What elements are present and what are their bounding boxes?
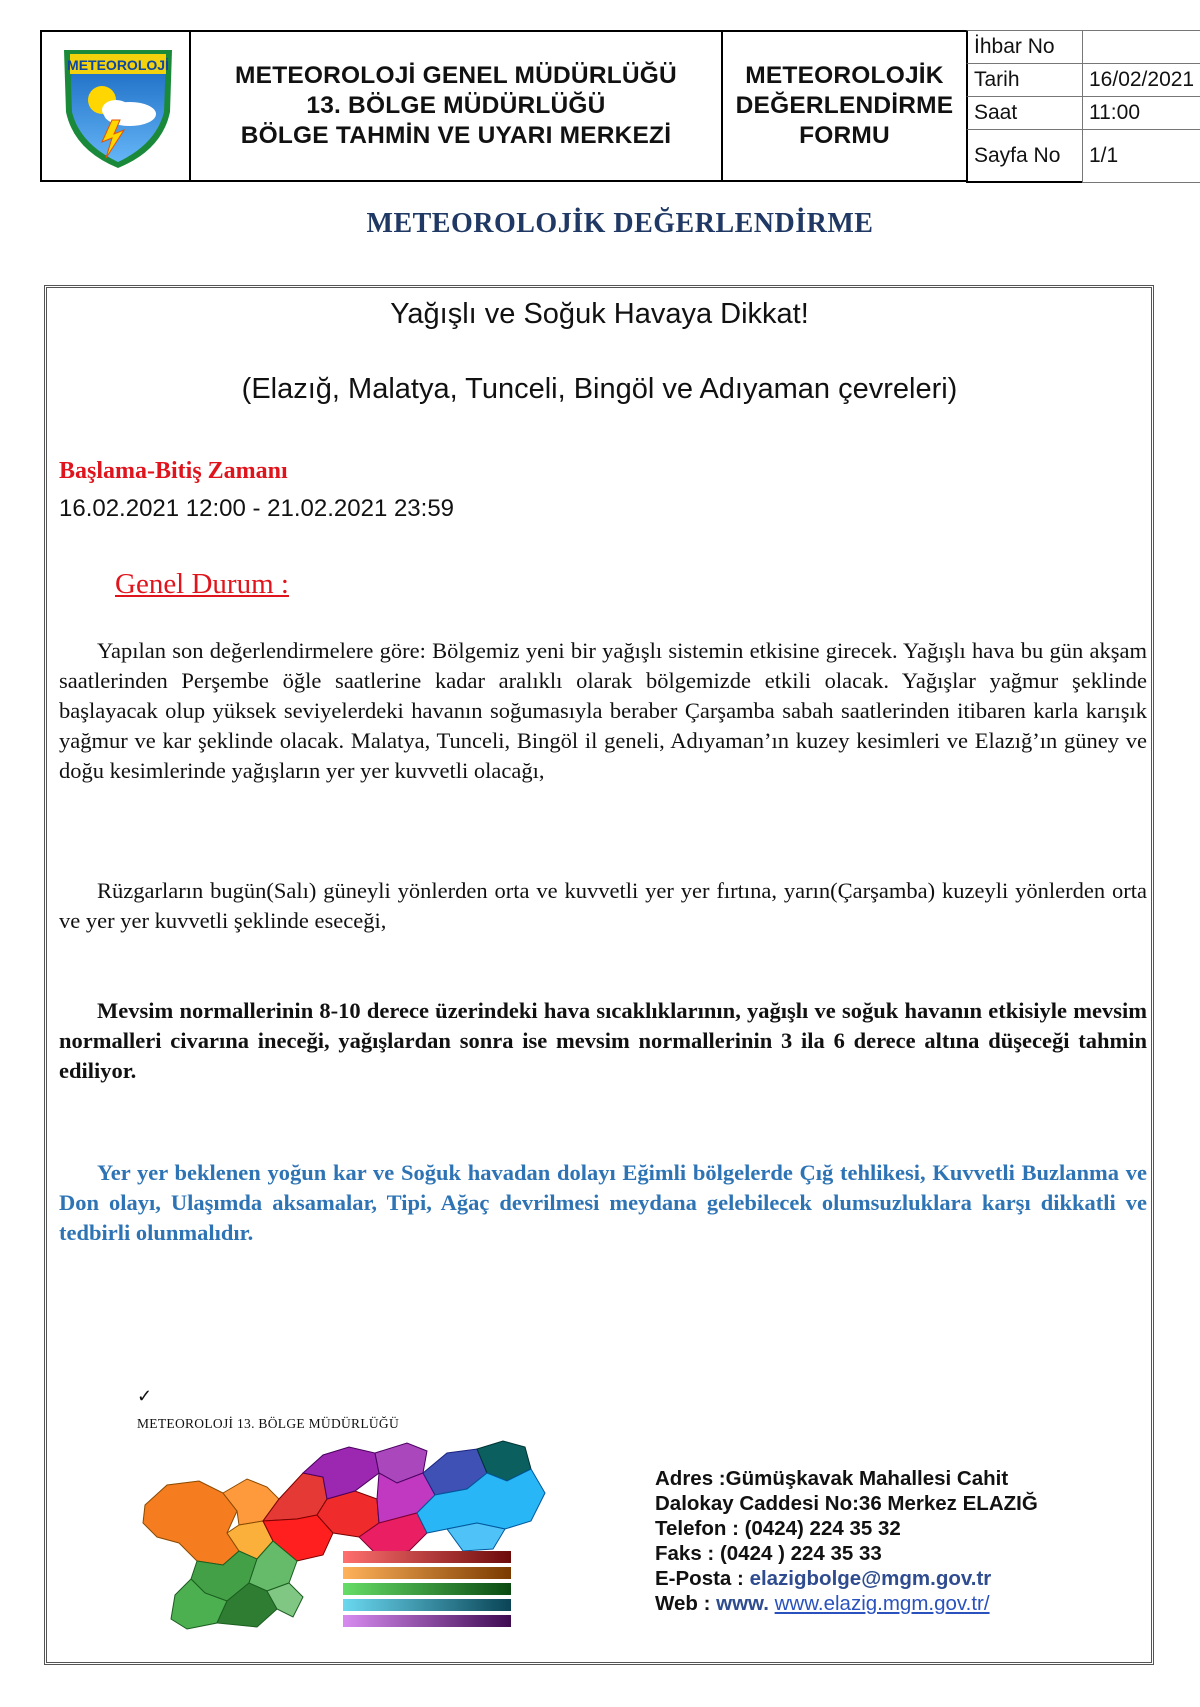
email-label: E-Posta : (655, 1567, 744, 1590)
meta-label: Tarih (966, 63, 1083, 97)
check-mark: ✓ (137, 1386, 153, 1406)
phone-line: Telefon : (0424) 224 35 32 (655, 1517, 901, 1540)
form-line-3: FORMU (799, 122, 890, 149)
email-line (655, 1566, 1038, 1591)
web-line (655, 1591, 1038, 1616)
address-line-1: Adres :Gümüşkavak Mahallesi Cahit (655, 1467, 1009, 1490)
mgm-logo (42, 32, 193, 184)
web-label: Web : (655, 1592, 711, 1615)
paragraph-wind: Rüzgarların bugün(Salı) güneyli yönlerden orta ve kuvvetli yer yer fırtına, yarın(Çarşamba) kuzeyli yönlerden orta ve yer yer kuvvetli şeklinde eseceği, (59, 878, 1147, 933)
org-line-3: BÖLGE TAHMİN VE UYARI MERKEZİ (240, 122, 672, 149)
period-label: Başlama-Bitiş Zamanı (59, 458, 288, 484)
paragraph-precipitation: Yapılan son değerlendirmelere göre: Bölgemiz yeni bir yağışlı sistemin etkisine girecek. Yağışlı hava bu gün akşam saatlerinden Perşembe öğle saatlerine kadar aralıklı olarak bölgemizde etkili olacak. Yağışlar yağmur şeklinde başlayacak olup yüksek seviyelerdeki havanın soğumasıyla beraber Çarşamba sabah saatlerinden itibaren karla karışık yağmur ve kar şeklinde olacak. Malatya, Tunceli, Bingöl il geneli, Adıyaman’ın kuzey kesimleri ve Elazığ’ın güney ve doğu kesimlerinde yağışların yer yer kuvvetli olacağı, (59, 638, 1147, 783)
warning-title: Yağışlı ve Soğuk Havaya Dikkat! (390, 298, 809, 330)
document-title: METEOROLOJİK DEĞERLENDİRME (366, 208, 874, 239)
paragraph-temperature: Mevsim normallerinin 8-10 derece üzerindeki hava sıcaklıklarının, yağışlı ve soğuk havanın etkisiyle mevsim normalleri civarına ineceği, yağışlardan sonra ise mevsim normallerinin 3 ila 6 derece altına düşeceği tahmin ediliyor. (59, 998, 1147, 1083)
form-name-cell (721, 30, 968, 182)
meta-row-tarih (966, 63, 1200, 97)
meta-row-ihbar (966, 30, 1200, 64)
form-line-1: METEOROLOJİK (745, 62, 944, 89)
map-title: METEOROLOJİ 13. BÖLGE MÜDÜRLÜĞÜ (137, 1416, 400, 1431)
logo-text: METEOROLOJİ (67, 57, 169, 73)
address-line-2: Dalokay Caddesi No:36 Merkez ELAZIĞ (655, 1492, 1038, 1515)
org-line-1: METEOROLOJİ GENEL MÜDÜRLÜĞÜ (235, 62, 677, 89)
web-prefix: www. (716, 1592, 769, 1615)
email-address[interactable]: elazigbolge@mgm.gov.tr (749, 1567, 992, 1590)
meta-table (966, 30, 1200, 186)
organization-cell (189, 30, 723, 182)
org-line-2: 13. BÖLGE MÜDÜRLÜĞÜ (306, 92, 606, 119)
general-heading: Genel Durum : (115, 568, 289, 600)
meta-label: İhbar No (966, 30, 1083, 64)
web-link[interactable]: www.elazig.mgm.gov.tr/ (774, 1592, 990, 1615)
meta-row-saat (966, 96, 1200, 130)
meta-value (1082, 30, 1200, 64)
contact-block (655, 1466, 1038, 1616)
meta-value: 1/1 (1082, 129, 1200, 183)
header (40, 30, 1195, 186)
warning-regions: (Elazığ, Malatya, Tunceli, Bingöl ve Adıyaman çevreleri) (241, 373, 958, 405)
meta-row-sayfa (966, 129, 1200, 183)
meta-value: 16/02/2021 (1082, 63, 1200, 97)
meta-value: 11:00 (1082, 96, 1200, 130)
map-legend (343, 1551, 511, 1627)
form-line-2: DEĞERLENDİRME (735, 92, 954, 119)
meta-label: Saat (966, 96, 1083, 130)
paragraph-caution: Yer yer beklenen yoğun kar ve Soğuk havadan dolayı Eğimli bölgelerde Çığ tehlikesi, Kuvvetli Buzlanma ve Don olayı, Ulaşımda aksamalar, Tipi, Ağaç devrilmesi meydana gelebilecek olumsuzluklara karşı dikkatli ve tedbirli olunmalıdır. (59, 1160, 1147, 1245)
meta-label: Sayfa No (966, 129, 1083, 183)
warning-box (44, 285, 1154, 1665)
fax-line: Faks : (0424 ) 224 35 33 (655, 1542, 882, 1565)
logo-cell (40, 30, 191, 182)
region-map (127, 1433, 557, 1633)
period-value: 16.02.2021 12:00 - 21.02.2021 23:59 (59, 495, 455, 522)
